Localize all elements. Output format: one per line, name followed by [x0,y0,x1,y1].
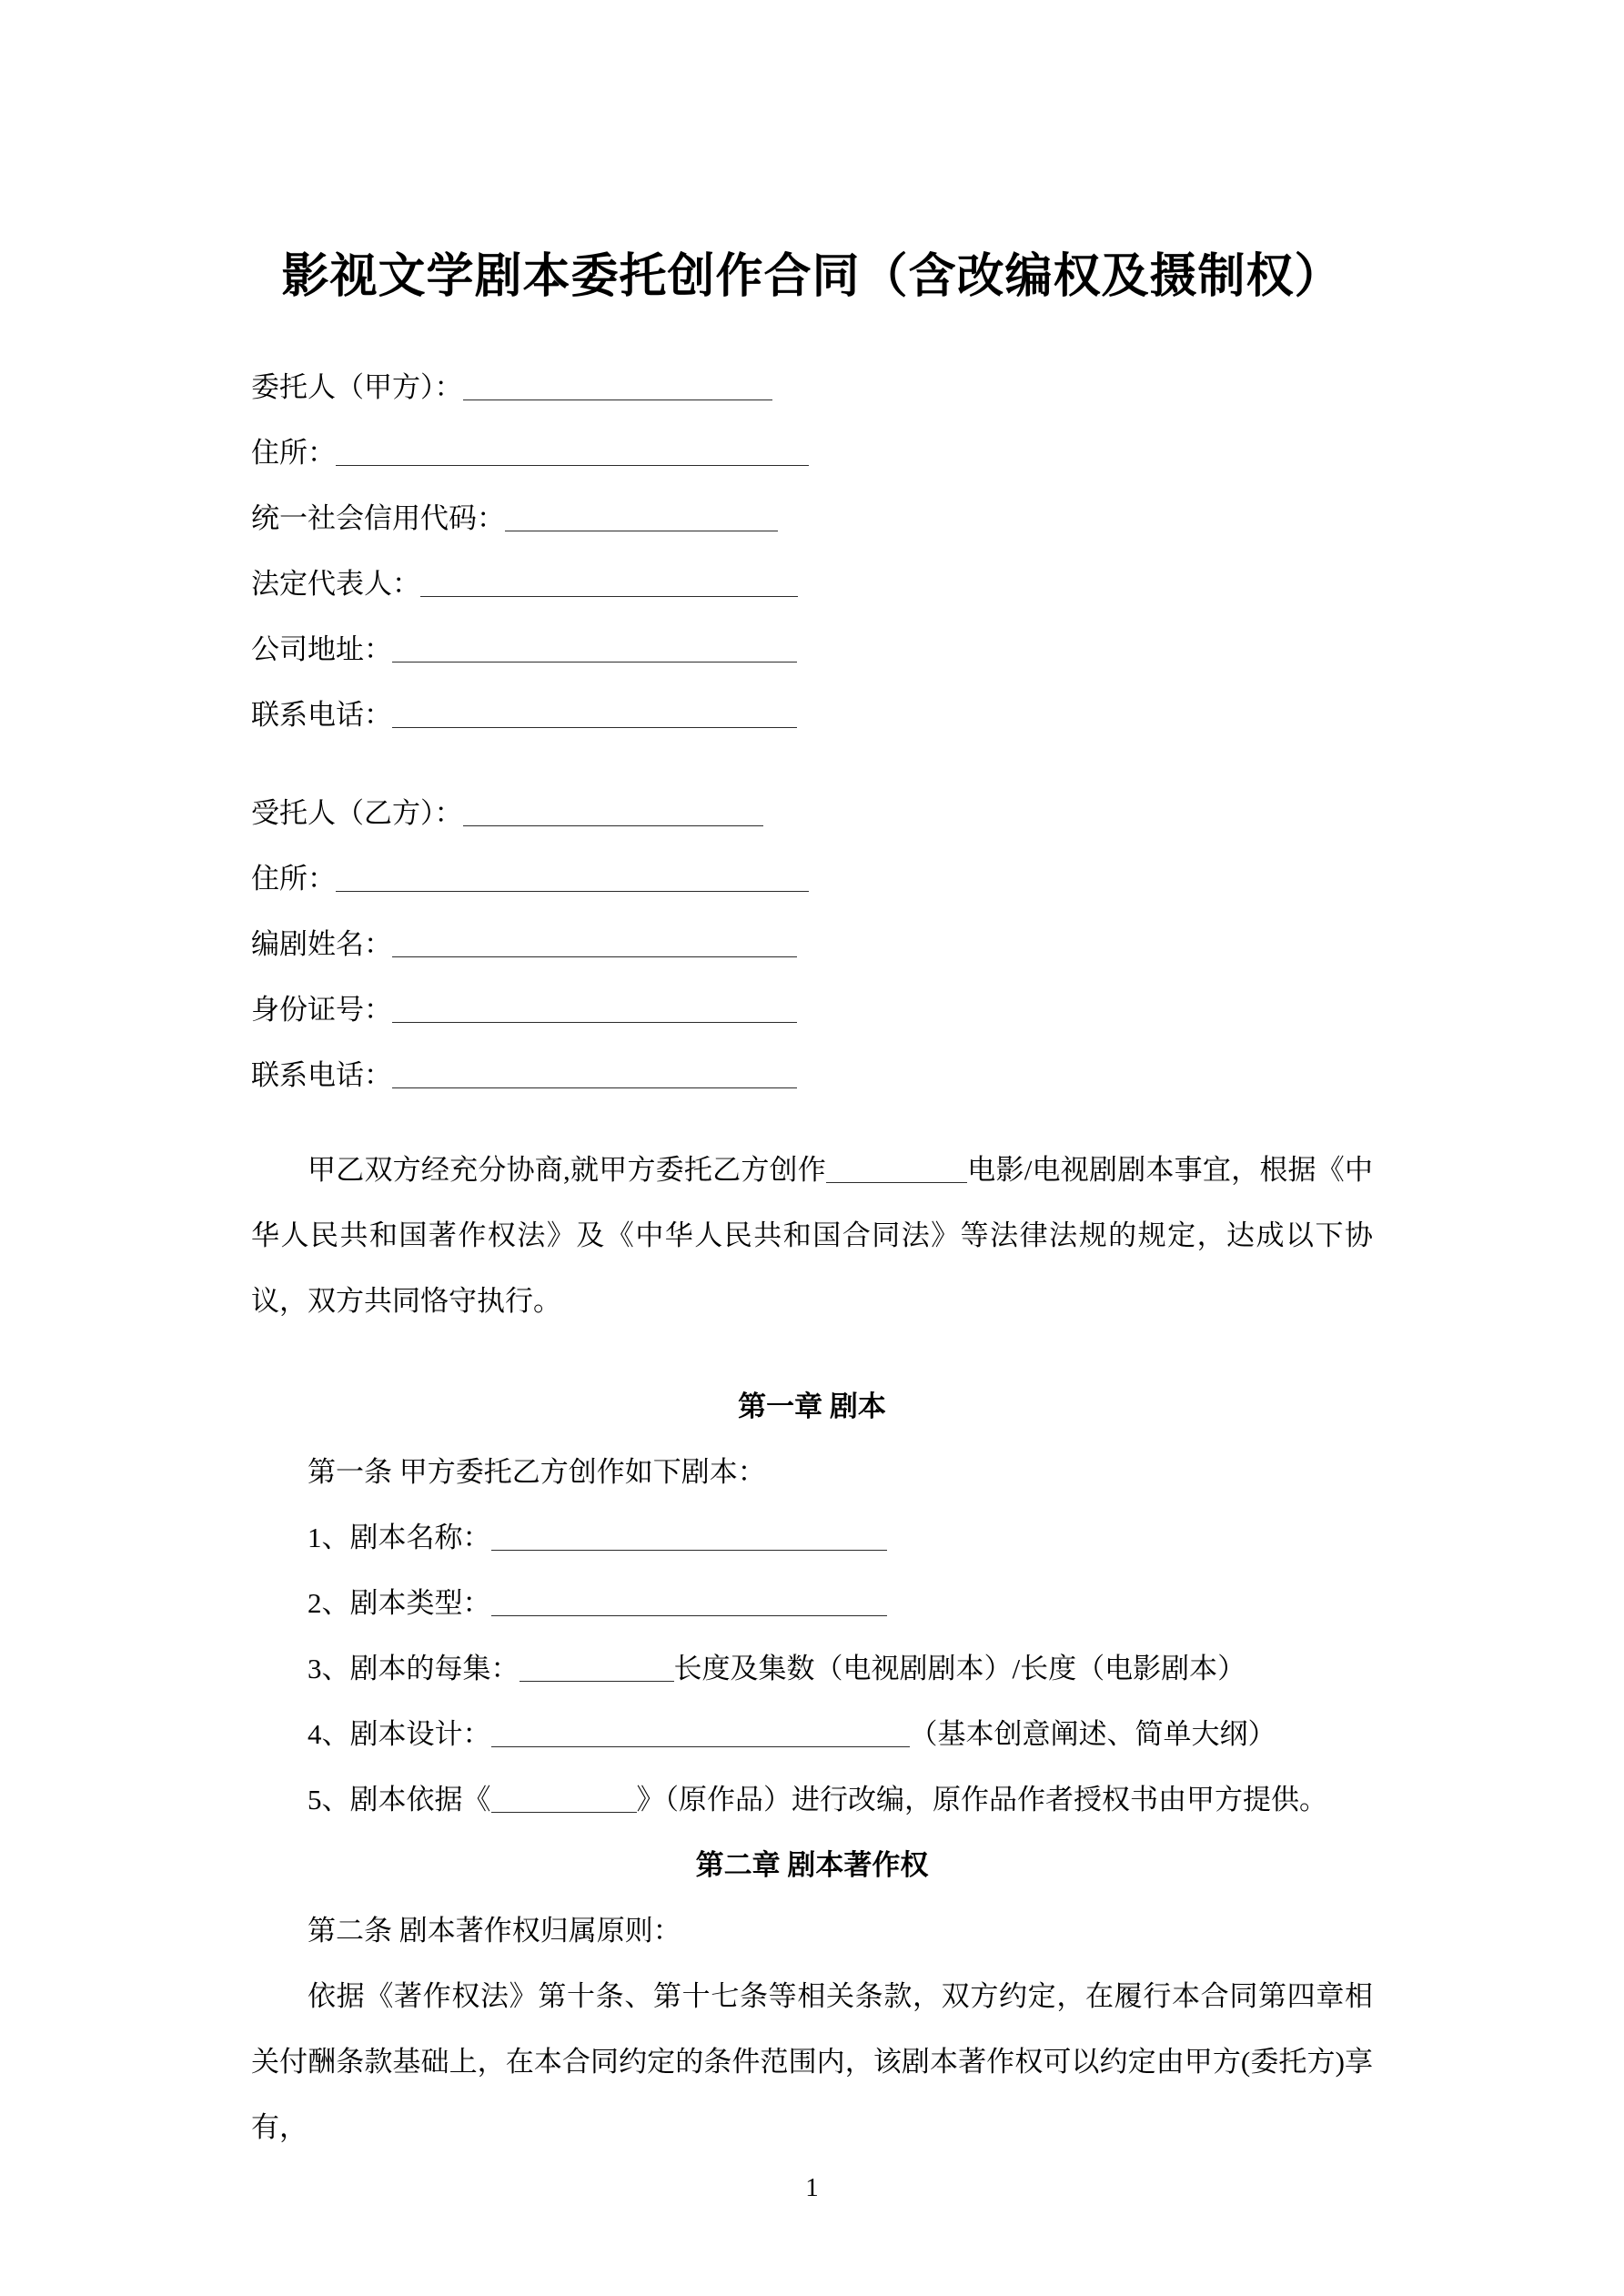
chapter-2-heading: 第二章 剧本著作权 [695,1849,929,1881]
item-text: 5、剧本依据《 [308,1784,491,1816]
field-label: 联系电话： [251,1059,392,1091]
field-row [251,977,1373,1043]
intro-text-before: 甲乙双方经充分协商,就甲方委托乙方创作 [308,1154,827,1186]
list-item [251,1636,1373,1702]
fill-in-blank [826,1155,967,1183]
fill-in-blank [505,503,778,531]
clause-2-heading: 第二条 剧本著作权归属原则： [308,1915,681,1947]
field-row [251,846,1373,912]
fill-in-blank [491,1785,637,1813]
item-text: 3、剧本的每集： [308,1653,519,1684]
field-label: 身份证号： [251,994,392,1026]
field-row [251,1043,1373,1108]
field-label: 受托人（乙方）： [251,797,463,829]
list-item [251,1505,1373,1571]
field-row [251,683,1373,748]
contract-title: 影视文学剧本委托创作合同（含改编权及摄制权） [281,251,1343,303]
field-row [251,355,1373,420]
item-text: （基本创意阐述、简单大纲） [909,1718,1276,1750]
fill-in-blank [336,438,809,466]
intro-text-after: 电影/电视剧剧本事宜，根据《中华人民共和国著作权法》及《中华人民共和国合同法》等法律法规的规定，达成以下协议，双方共同恪守执行。 [251,1154,1373,1317]
field-row [251,551,1373,617]
field-label: 住所： [251,863,336,895]
fill-in-blank [463,372,772,400]
field-row [251,912,1373,977]
field-label: 统一社会信用代码： [251,502,505,534]
item-text: 4、剧本设计： [308,1718,491,1750]
fill-in-blank [392,700,797,728]
intro-paragraph [251,1138,1373,1334]
fill-in-blank [392,634,797,663]
chapter-1-heading: 第一章 剧本 [738,1391,886,1422]
fill-in-blank [519,1654,674,1682]
field-row [251,486,1373,551]
field-label: 住所： [251,437,336,469]
field-row [251,781,1373,846]
fill-in-blank [491,1522,887,1551]
fill-in-blank [491,1588,887,1616]
field-label: 委托人（甲方）： [251,371,463,403]
party-b-fields [251,781,1373,1108]
field-label: 法定代表人： [251,568,420,600]
list-item [251,1571,1373,1636]
fill-in-blank [392,929,797,957]
field-label: 公司地址： [251,633,392,665]
fill-in-blank [336,864,809,892]
field-row [251,617,1373,683]
item-text: 》（原作品）进行改编，原作品作者授权书由甲方提供。 [636,1784,1327,1816]
item-text: 长度及集数（电视剧剧本）/长度（电影剧本） [673,1653,1246,1684]
fill-in-blank [463,798,763,826]
party-a-fields [251,355,1373,748]
clause-1-heading: 第一条 甲方委托乙方创作如下剧本： [308,1456,766,1488]
field-label: 编剧姓名： [251,928,392,960]
fill-in-blank [420,569,798,597]
field-label: 联系电话： [251,699,392,731]
fill-in-blank [491,1719,910,1747]
field-row [251,420,1373,486]
fill-in-blank [392,995,797,1023]
chapter-2-paragraph: 依据《著作权法》第十条、第十七条等相关条款，双方约定，在履行本合同第四章相关付酬条款基础上，在本合同约定的条件范围内，该剧本著作权可以约定由甲方(委托方)享有， [251,1980,1373,2143]
item-text: 2、剧本类型： [308,1587,491,1619]
item-text: 1、剧本名称： [308,1522,491,1553]
fill-in-blank [392,1060,797,1088]
list-item [251,1702,1373,1767]
page-number: 1 [805,2173,819,2202]
list-item [251,1767,1373,1833]
